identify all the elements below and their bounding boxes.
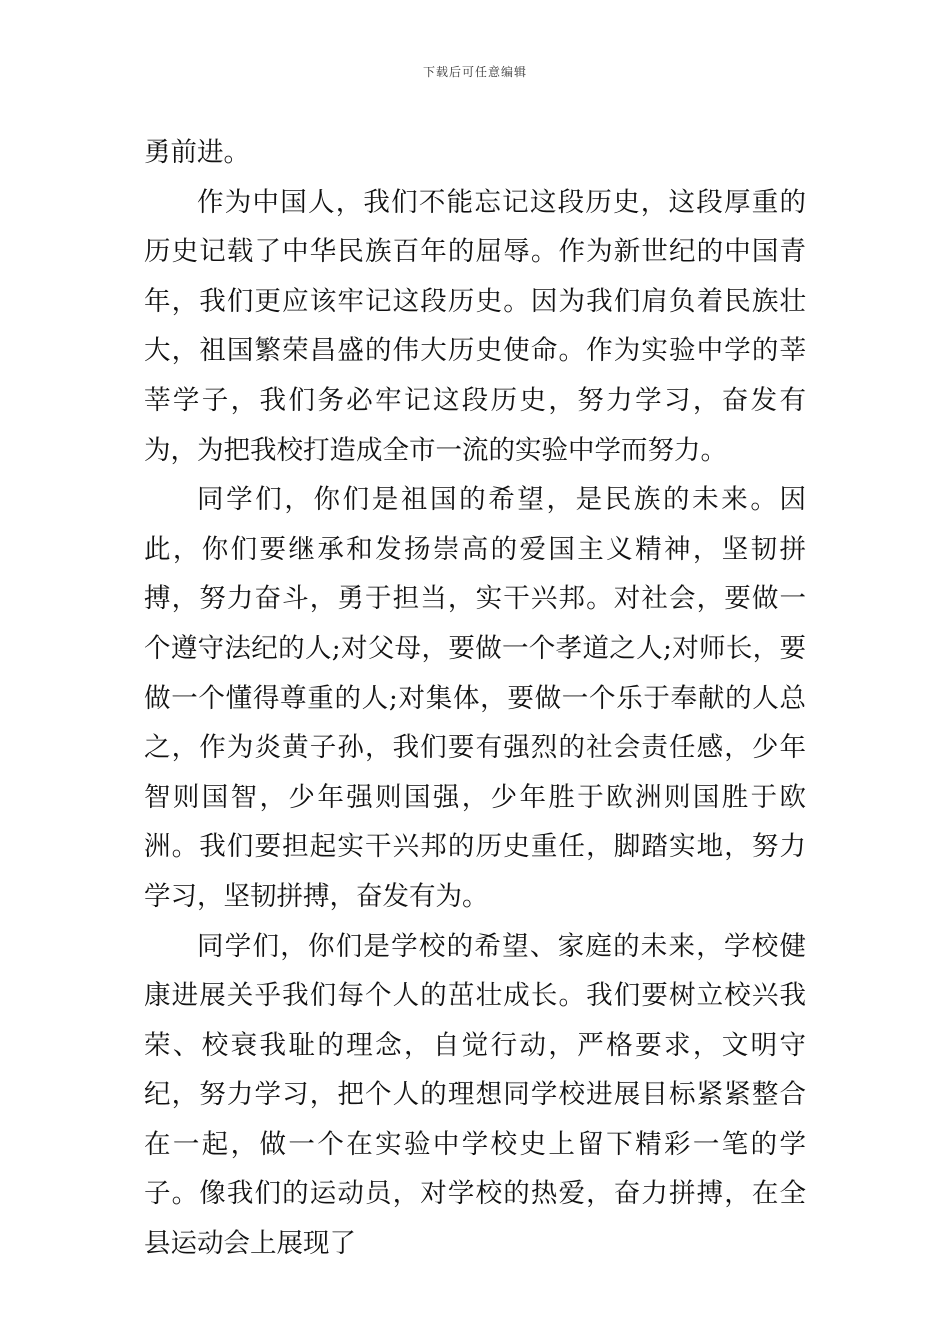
paragraph-school-hope: 同学们，你们是学校的希望、家庭的未来，学校健康进展关乎我们每个人的茁壮成长。我们要树立校兴我荣、校衰我耻的理念，自觉行动，严格要求，文明守纪，努力学习，把个人的理想同学校进展目标紧紧整合在一起，做一个在实验中学校史上留下精彩一笔的学子。像我们的运动员，对学校的热爱，奋力拼搏，在全县运动会上展现了 (144, 930, 806, 1260)
document-body (144, 128, 806, 1269)
paragraph-nation-hope: 同学们，你们是祖国的希望，是民族的未来。因此，你们要继承和发扬崇高的爱国主义精神，坚韧拼搏，努力奋斗，勇于担当，实干兴邦。对社会，要做一个遵守法纪的人;对父母，要做一个孝道之人;对师长，要做一个懂得尊重的人;对集体，要做一个乐于奉献的人总之，作为炎黄子孙，我们要有强烈的社会责任感，少年智则国智，少年强则国强，少年胜于欧洲则国胜于欧洲。我们要担起实干兴邦的历史重任，脚踏实地，努力学习，坚韧拼搏，奋发有为。 (144, 484, 806, 912)
page-header: 下载后可任意编辑 (422, 65, 527, 79)
paragraph-continuation: 勇前进。 (144, 137, 250, 168)
paragraph-history: 作为中国人，我们不能忘记这段历史，这段厚重的历史记载了中华民族百年的屈辱。作为新世纪的中国青年，我们更应该牢记这段历史。因为我们肩负着民族壮大，祖国繁荣昌盛的伟大历史使命。作为实验中学的莘莘学子，我们务必牢记这段历史，努力学习，奋发有为，为把我校打造成全市一流的实验中学而努力。 (144, 186, 806, 466)
